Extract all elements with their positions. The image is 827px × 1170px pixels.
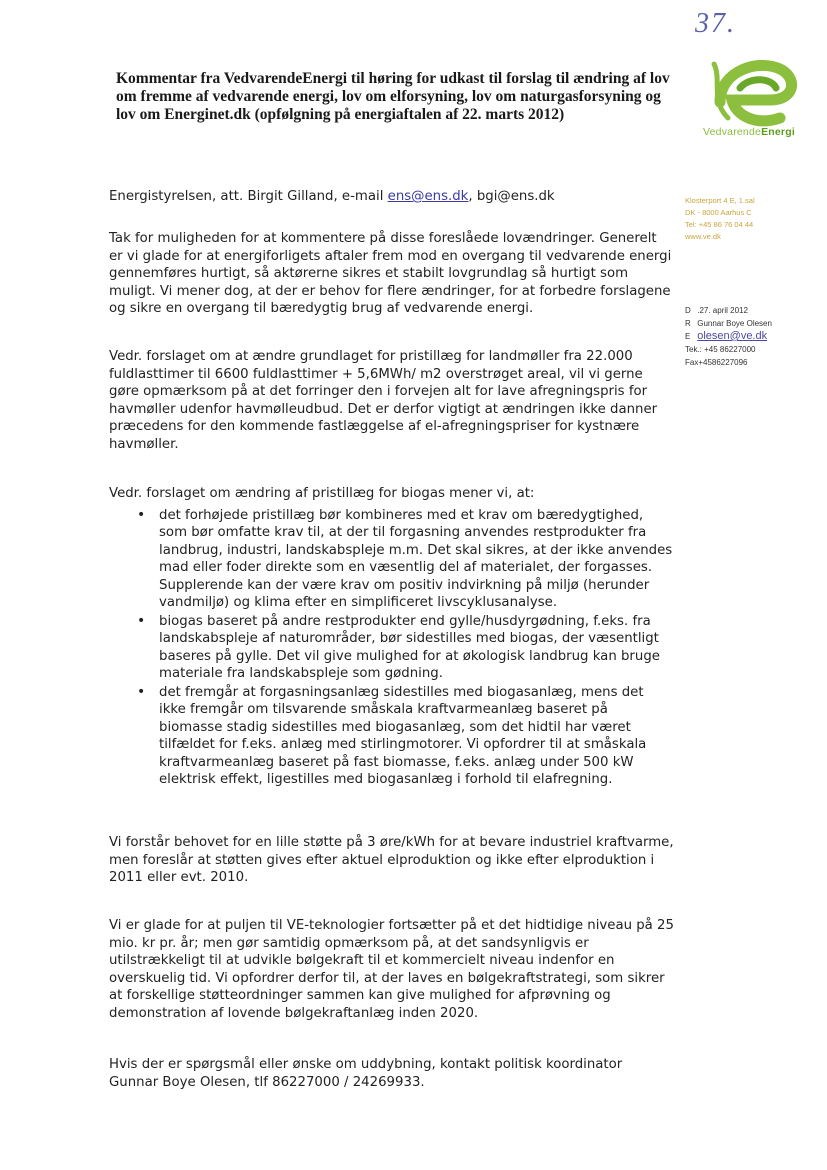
bullet-item: • det fremgår at forgasningsanlæg sidestilles med biogasanlæg, mens det ikke fremgår om tilsvarende småskala kraftvarmeanlæg baseret på biomasse stadig sidestilles med biogasanlæg, som det hidtil har været tilfældet for f.eks. anlæg med stirlingmotorer. Vi opfordrer til at småskala kraftvarmeanlæg baseret på fast biomasse, f.eks. anlæg under 500 kW elektrisk effekt, ligestilles med biogasanlæg i forhold til elafregning. <box>159 684 674 789</box>
sidebar-info <box>685 304 772 369</box>
addressee-suffix: , bgi@ens.dk <box>468 189 555 204</box>
bullet-item: • det forhøjede pristillæg bør kombineres med et krav om bæredygtighed, som bør omfatte krav til, at der til forgasning anvendes restprodukter fra landbrug, industri, landskabspleje m.m. Det skal sikres, at der ikke anvendes mad eller foder direkte som en væsentlig del af materialet, der forgasses. Supplerende kan der være krav om positiv indvirkning på miljø (herunder vandmiljø) og klima efter en simplificeret livscyklusanalyse. <box>159 507 674 612</box>
email-label: E <box>685 332 691 341</box>
document-title: Kommentar fra VedvarendeEnergi til høring for udkast til forslag til ændring af lov om fremme af vedvarende energi, lov om elforsyning, lov om naturgasforsyning og lov om Energinet.dk (opfølgning på energiaftalen af 22. marts 2012) <box>116 70 670 123</box>
paragraph-6: Hvis der er spørgsmål eller ønske om uddybning, kontakt politisk koordinator Gunnar Boye Olesen, tlf 86227000 / 24269933. <box>109 1057 623 1090</box>
date-label: D <box>685 306 691 315</box>
logo-word-1: Vedvarende <box>703 126 762 138</box>
address-line-1: Klosterport 4 E, 1.sal <box>685 196 755 205</box>
web-line: www.ve.dk <box>685 232 721 241</box>
sidebar-contact <box>685 195 755 243</box>
biogas-bullet-list <box>109 507 674 789</box>
logo-wordmark <box>703 126 795 138</box>
page-number: 37. <box>695 8 736 39</box>
biogas-section <box>109 485 674 790</box>
ref-value: Gunnar Boye Olesen <box>697 319 772 328</box>
paragraph-2: Vedr. forslaget om at ændre grundlaget for pristillæg for landmøller fra 22.000 fuldlasttimer til 6600 fuldlasttimer + 5,6MWh/ m2 overstrøget areal, vil vi gerne gøre opmærksom på at det forringer den i forvejen alt for lave afregningspris for havmøller udenfor havmølleudbud. Det er derfor vigtigt at ændringen ikke danner præcedens for den kommende fastlæggelse af el-afregningspriser for kystnære havmøller. <box>109 349 658 452</box>
biogas-intro: Vedr. forslaget om ændring af pristillæg for biogas mener vi, at: <box>109 486 535 501</box>
addressee <box>109 189 555 204</box>
date-value: .27. april 2012 <box>697 306 748 315</box>
paragraph-5: Vi er glade for at puljen til VE-teknologier fortsætter på et det hidtidige niveau på 25 mio. kr pr. år; men gør samtidig opmærksom på, at det sandsynligvis er utilstrækkeligt til at udvikle bølgekraft til et kommercielt niveau indenfor en overskuelig tid. Vi opfordrer derfor til, at der laves en bølgekraftstrategi, som sikrer at forskellige støtteordninger sammen kan give mulighed for afprøvning og demonstration af lovende bølgekraftanlæg inden 2020. <box>109 918 674 1021</box>
phone-line: Tel: +45 86 76 04 44 <box>685 220 754 229</box>
address-line-2: DK - 8000 Aarhus C <box>685 208 752 217</box>
fax-line: Fax+4586227096 <box>685 358 748 367</box>
paragraph-1: Tak for muligheden for at kommentere på disse foreslåede lovændringer. Generelt er vi glade for at energiforligets aftaler frem mod en overgang til vedvarende energi gennemføres hurtigt, så aktørerne sikres et stabilt lovgrundlag så hurtigt som muligt. Vi mener dog, at der er behov for flere ændringer, for at forbedre forslagene og sikre en overgang til bæredygtig brug af vedvarende energi. <box>109 231 672 316</box>
ref-label: R <box>685 319 691 328</box>
email-link[interactable]: olesen@ve.dk <box>697 330 768 342</box>
bullet-item: • biogas baseret på andre restprodukter end gylle/husdyrgødning, f.eks. fra landskabspleje af naturområder, bør sidestilles med biogas, der væsentligt baseres på gylle. Det vil give mulighed for at økologisk landbrug kan bruge materiale fra landskabspleje som gødning. <box>159 613 674 683</box>
tel-line: Tek.: +45 86227000 <box>685 345 756 354</box>
paragraph-4: Vi forstår behovet for en lille støtte på 3 øre/kWh for at bevare industriel kraftvarme, men foreslår at støtten gives efter aktuel elproduktion og ikke efter elproduktion i 2011 eller evt. 2010. <box>109 835 674 885</box>
addressee-prefix: Energistyrelsen, att. Birgit Gilland, e-mail <box>109 189 388 204</box>
addressee-email-link[interactable]: ens@ens.dk <box>387 189 469 204</box>
logo-word-2: Energi <box>761 126 795 138</box>
